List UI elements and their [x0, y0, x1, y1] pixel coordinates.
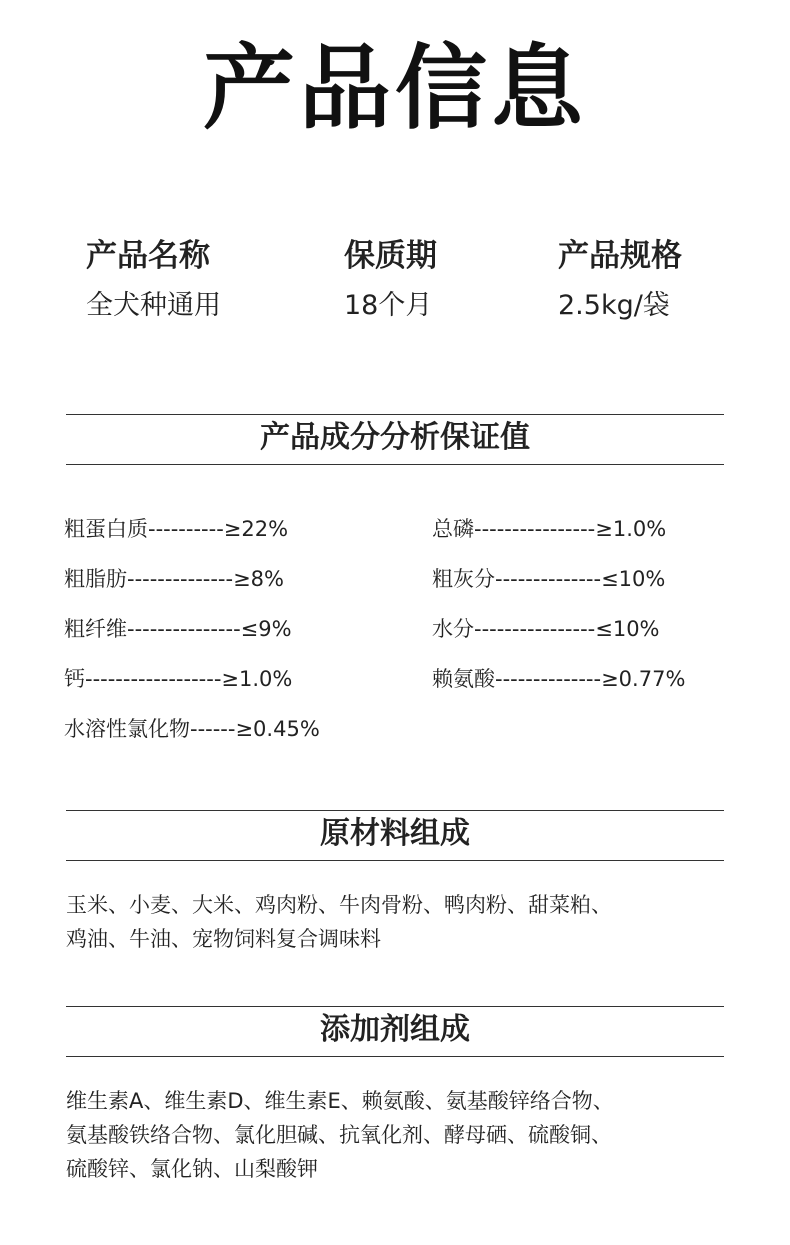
- divider-analysis-top: [66, 414, 724, 415]
- info-label-shelf-life: 保质期: [344, 238, 437, 274]
- section-title-ingredients: 原材料组成: [320, 816, 470, 851]
- info-value-name: 全犬种通用: [86, 290, 221, 321]
- additives-line: 硫酸锌、氯化钠、山梨酸钾: [66, 1157, 318, 1181]
- ingredients-line: 玉米、小麦、大米、鸡肉粉、牛肉骨粉、鸭肉粉、甜菜粕、: [66, 893, 612, 917]
- nutrient-item-calcium: 钙------------------≥1.0%: [64, 667, 293, 691]
- divider-ingredients-bottom: [66, 860, 724, 861]
- divider-analysis-bottom: [66, 464, 724, 465]
- additives-line: 氨基酸铁络合物、氯化胆碱、抗氧化剂、酵母硒、硫酸铜、: [66, 1123, 612, 1147]
- ingredients-line: 鸡油、牛油、宠物饲料复合调味料: [66, 927, 381, 951]
- info-value-spec: 2.5kg/袋: [558, 290, 670, 321]
- nutrient-item-crude-ash: 粗灰分--------------≤10%: [432, 567, 666, 591]
- nutrient-item-moisture: 水分----------------≤10%: [432, 617, 660, 641]
- additives-line: 维生素A、维生素D、维生素E、赖氨酸、氨基酸锌络合物、: [66, 1089, 614, 1113]
- section-title-additives: 添加剂组成: [320, 1012, 470, 1047]
- ingredients-text: [66, 888, 746, 956]
- additives-text: [66, 1084, 746, 1186]
- nutrient-item-phosphorus: 总磷----------------≥1.0%: [432, 517, 667, 541]
- nutrient-item-crude-fiber: 粗纤维---------------≤9%: [64, 617, 292, 641]
- section-title-analysis: 产品成分分析保证值: [260, 420, 530, 455]
- info-label-name: 产品名称: [86, 238, 210, 274]
- nutrient-item-chloride: 水溶性氯化物------≥0.45%: [64, 717, 320, 741]
- nutrient-item-crude-fat: 粗脂肪--------------≥8%: [64, 567, 284, 591]
- nutrient-item-lysine: 赖氨酸--------------≥0.77%: [432, 667, 686, 691]
- divider-ingredients-top: [66, 810, 724, 811]
- info-value-shelf-life: 18个月: [344, 290, 433, 321]
- divider-additives-bottom: [66, 1056, 724, 1057]
- divider-additives-top: [66, 1006, 724, 1007]
- info-label-spec: 产品规格: [558, 238, 682, 274]
- page-title: 产品信息: [202, 35, 587, 142]
- nutrient-item-crude-protein: 粗蛋白质----------≥22%: [64, 517, 289, 541]
